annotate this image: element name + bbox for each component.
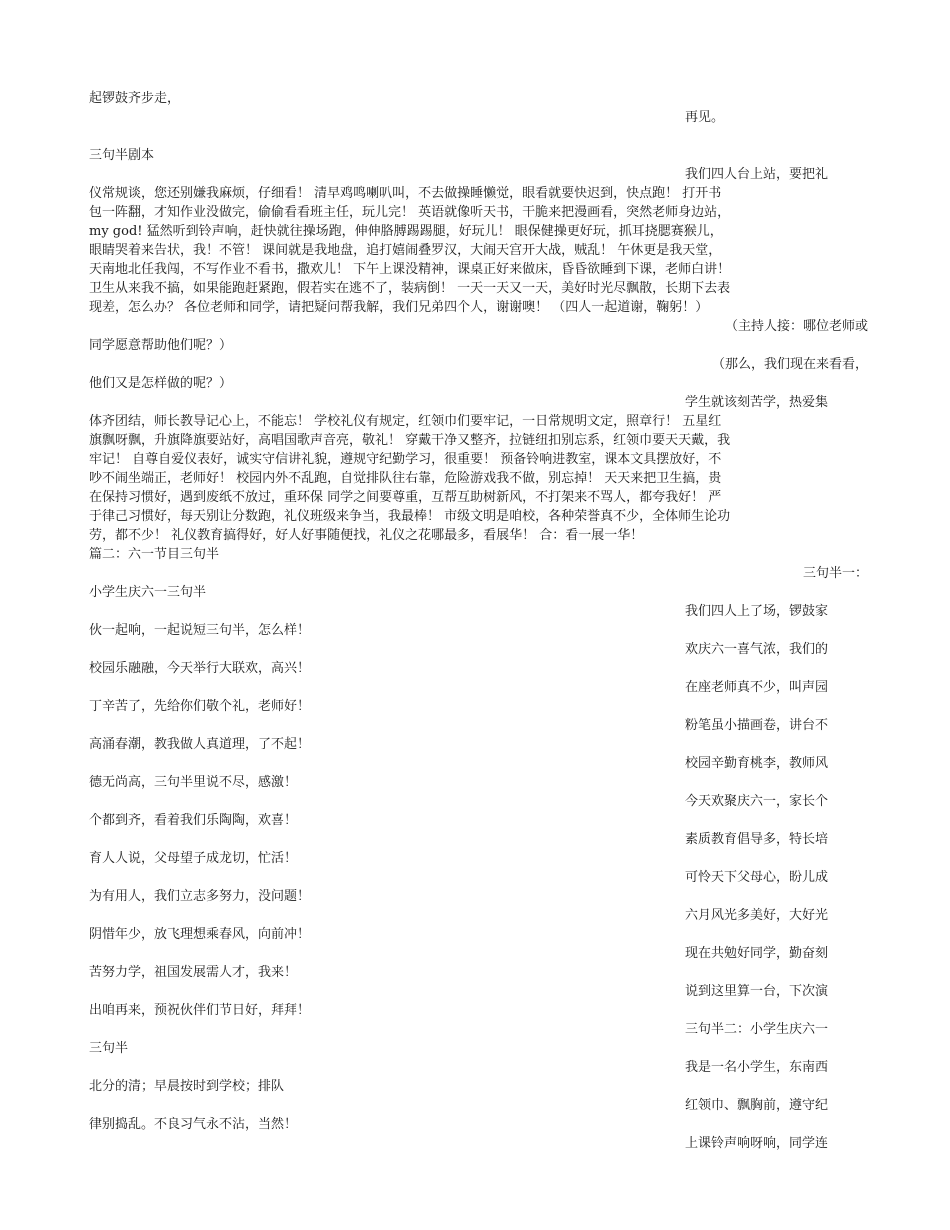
paragraph-line: 劳，都不少！ 礼仪教育搞得好，好人好事随便找，礼仪之花哪最多，看展华！ 合：看一展一华！ (89, 528, 644, 543)
text-line: （那么，我们现在来看看， (711, 357, 868, 372)
paragraph-line: 于律己习惯好，每天别让分数跑，礼仪班级来争当，我最棒！ 市级文明是咱校，各种荣誉真不少，全体师生论功 (89, 509, 731, 524)
text-line: 我是一名小学生，东南西 (685, 1060, 829, 1075)
paragraph-line: 卫生从来我不搞，如果能跑赶紧跑，假若实在逃不了，装病倒！ 一天一天又一天，美好时光尽飘散，长期下去表 (89, 281, 731, 296)
text-line: 三句半二：小学生庆六一 (685, 1022, 829, 1037)
text-line: 我们四人台上站，要把礼 (685, 167, 829, 182)
text-line: 出咱再来，预祝伙伴们节日好，拜拜！ (89, 1003, 311, 1018)
paragraph-line: 仪常规谈，您还别嫌我麻烦，仔细看！ 清早鸡鸣喇叭叫，不去做操睡懒觉，眼看就要快迟到，快点跑！ 打开书 (89, 186, 722, 201)
text-line: 现在共勉好同学，勤奋刻 (685, 946, 829, 961)
text-line: 粉笔虽小描画卷，讲台不 (685, 718, 829, 733)
text-line: 同学愿意帮助他们呢？） (89, 338, 233, 353)
text-line: 再见。 (685, 110, 725, 125)
text-line: 为有用人，我们立志多努力，没问题！ (89, 889, 311, 904)
section-title: 三句半 (89, 1041, 129, 1056)
text-line: 他们又是怎样做的呢？） (89, 376, 233, 391)
text-line: 学生就该刻苦学，热爱集 (685, 395, 829, 410)
text-line: 育人人说，父母望子成龙切，忙活！ (89, 851, 298, 866)
paragraph-line: 包一阵翻，才知作业没做完，偷偷看看班主任，玩儿完！ 英语就像听天书，干脆来把漫画看，突然老师身边站， (89, 205, 731, 220)
paragraph-line: 牢记！ 自尊自爱仪表好，诚实守信讲礼貌，遵规守纪勤学习，很重要！ 预备铃响进教室，课本文具摆放好，不 (89, 452, 722, 467)
text-line: 今天欢聚庆六一，家长个 (685, 794, 829, 809)
paragraph-line: my god! 猛然听到铃声响，赶快就往操场跑，伸伸胳膊踢踢腿，好玩儿！ 眼保健操更好玩，抓耳挠腮赛猴儿， (89, 224, 723, 239)
text-line: 欢庆六一喜气浓，我们的 (685, 642, 829, 657)
text-line: 校园辛勤育桃李，教师风 (685, 756, 829, 771)
text-line: 六月风光多美好，大好光 (685, 908, 829, 923)
section-title: 小学生庆六一三句半 (89, 585, 207, 600)
text-line: 苦努力学，祖国发展需人才，我来！ (89, 965, 298, 980)
paragraph-line: 旗飘呀飘，升旗降旗要站好，高唱国歌声音亮，敬礼！ 穿戴干净又整齐，拉链纽扣别忘系，红领巾要天天戴，我 (89, 433, 731, 448)
section-title: 三句半剧本 (89, 148, 155, 163)
text-line: 校园乐融融，今天举行大联欢，高兴！ (89, 661, 311, 676)
paragraph-line: 吵不闹坐端正，老师好！ 校园内外不乱跑，自觉排队往右靠，危险游戏我不做，别忘掉！ 天天来把卫生搞，贵 (89, 471, 722, 486)
text-line: 在座老师真不少，叫声园 (685, 680, 829, 695)
text-line: （主持人接：哪位老师或 (724, 319, 868, 334)
text-line: 丁辛苦了，先给你们敬个礼，老师好！ (89, 699, 311, 714)
text-line: 个都到齐，看着我们乐陶陶，欢喜！ (89, 813, 298, 828)
text-line: 说到这里算一台，下次演 (685, 984, 829, 999)
text-line: 上课铃声响呀响，同学连 (685, 1136, 829, 1151)
paragraph-line: 眼睛哭着来告状，我！不管！ 课间就是我地盘，追打嬉闹叠罗汉，大闹天宫开大战，贼乱！ 午休更是我天堂， (89, 243, 722, 258)
section-title: 三句半一： (802, 566, 868, 581)
text-line: 红领巾、飘胸前，遵守纪 (685, 1098, 829, 1113)
paragraph-line: 现差，怎么办？ 各位老师和同学，请把疑问帮我解，我们兄弟四个人，谢谢噢！ （四人一起道谢，鞠躬！） (89, 300, 709, 315)
text-line: 伙一起响，一起说短三句半，怎么样！ (89, 623, 311, 638)
text-line: 我们四人上了场，锣鼓家 (685, 604, 829, 619)
text-line: 阴惜年少，放飞理想乘春风，向前冲！ (89, 927, 311, 942)
text-line: 律别捣乱。不良习气永不沾，当然！ (89, 1117, 298, 1132)
text-line: 北分的清；早晨按时到学校；排队 (89, 1079, 285, 1094)
text-line: 德无尚高，三句半里说不尽，感激！ (89, 775, 298, 790)
section-heading: 篇二：六一节目三句半 (89, 547, 220, 562)
text-line: 高涌春潮，教我做人真道理，了不起！ (89, 737, 311, 752)
paragraph-line: 在保持习惯好，遇到废纸不放过，重环保 同学之间要尊重，互帮互助树新风，不打架来不骂人，都夸我好！ 严 (89, 490, 722, 505)
paragraph-line: 天南地北任我闯，不写作业不看书，撒欢儿！ 下午上课没精神，课桌正好来做床，昏昏欲睡到下课，老师白讲！ (89, 262, 731, 277)
text-line: 起锣鼓齐步走， (89, 91, 181, 106)
text-line: 素质教育倡导多，特长培 (685, 832, 829, 847)
text-line: 可怜天下父母心，盼儿成 (685, 870, 829, 885)
paragraph-line: 体齐团结，师长教导记心上，不能忘！ 学校礼仪有规定，红领巾们要牢记，一日常规明文定，照章行！ 五星红 (89, 414, 722, 429)
